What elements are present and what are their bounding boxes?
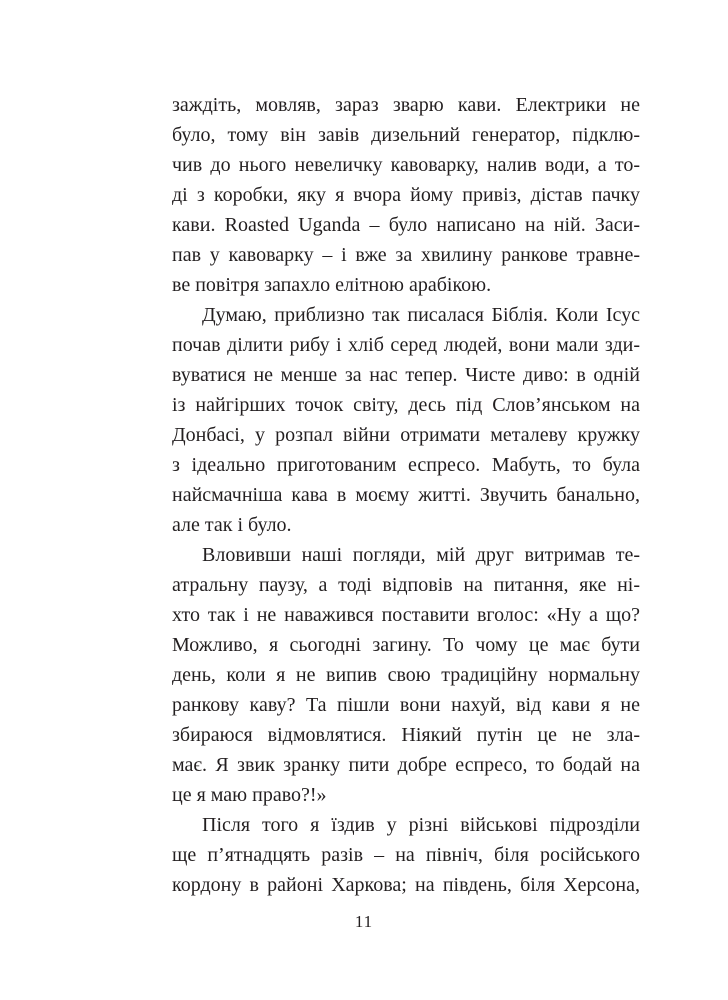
text-line: Після того я їздив у різні військові підрозділи (202, 814, 640, 836)
text-line: Вловивши наші погляди, мій друг витримав те- (202, 544, 640, 566)
text-line: ще п’ятнадцять разів – на північ, біля російського (172, 844, 640, 866)
paragraph-2 (172, 300, 640, 540)
text-line: хто так і не наважився поставити вголос: «Ну а що? (172, 604, 640, 626)
paragraph-1 (172, 90, 640, 300)
paragraph-4 (172, 810, 640, 900)
text-line: з ідеально приготованим еспресо. Мабуть, то була (172, 454, 640, 476)
text-line: Донбасі, у розпал війни отримати металеву кружку (172, 424, 640, 446)
paragraph-3 (172, 540, 640, 810)
text-line: день, коли я не випив свою традиційну нормальну (172, 664, 640, 686)
text-line: кордону в районі Харкова; на південь, біля Херсона, (172, 874, 640, 896)
text-line: це я маю право?!» (172, 784, 327, 806)
text-line: почав ділити рибу і хліб серед людей, вони мали зди- (172, 334, 640, 356)
text-line: заждіть, мовляв, зараз зварю кави. Електрики не (172, 94, 640, 116)
text-line: вуватися не менше за нас тепер. Чисте диво: в одній (172, 364, 640, 386)
text-line: було, тому він завів дизельний генератор, підклю- (172, 124, 640, 146)
text-line: але так і було. (172, 514, 292, 536)
page-number: 11 (354, 912, 374, 931)
text-line: ве повітря запахло елітною арабікою. (172, 274, 492, 296)
text-line: має. Я звик зранку пити добре еспресо, то бодай на (172, 754, 640, 776)
book-page-text (172, 90, 640, 900)
text-line: чив до нього невеличку кавоварку, налив води, а то- (172, 154, 640, 176)
text-line: пав у кавоварку – і вже за хвилину ранкове травне- (172, 244, 640, 266)
text-line: Думаю, приблизно так писалася Біблія. Коли Ісус (202, 304, 640, 326)
text-line: атральну паузу, а тоді відповів на питання, яке ні- (172, 574, 640, 596)
text-line: збираюся відмовлятися. Ніякий путін це не зла- (172, 724, 640, 746)
text-line: найсмачніша кава в моєму житті. Звучить банально, (172, 484, 640, 506)
text-line: кави. Roasted Uganda – було написано на ній. Заси- (172, 214, 640, 236)
text-line: Можливо, я сьогодні загину. То чому це має бути (172, 634, 640, 656)
text-line: ді з коробки, яку я вчора йому привіз, дістав пачку (172, 184, 640, 206)
text-line: ранкову каву? Та пішли вони нахуй, від кави я не (172, 694, 640, 716)
text-line: із найгірших точок світу, десь під Слов’янськом на (172, 394, 640, 416)
